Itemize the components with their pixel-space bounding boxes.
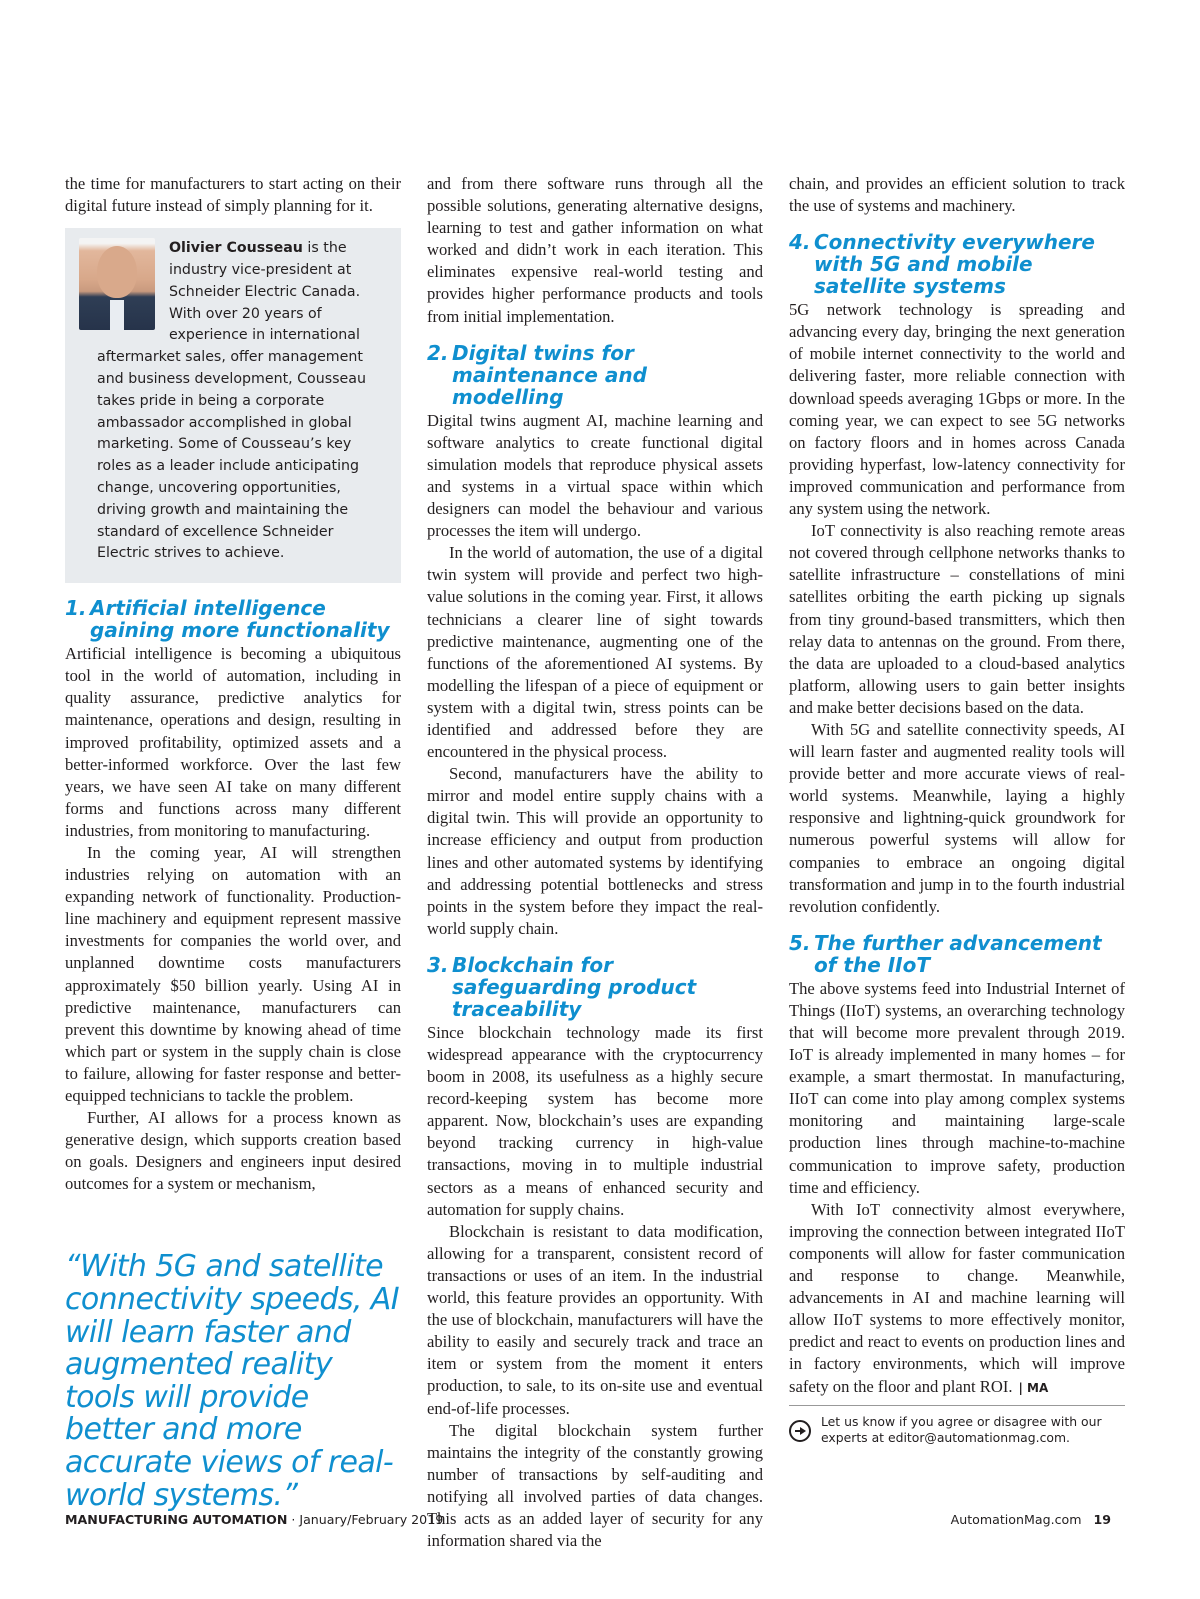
body-paragraph: 5G network technology is spreading and advancing every day, bringing the next generation of mobile internet connectivity to the world and delivering faster, more reliable connection with download speeds averaging 1Gbps or more. In the coming year, we can expect to see 5G networks on factory floors and in homes across Canada providing hyperfast, low-latency connectivity for improved communication and performance from any system using the network. [789,300,1125,519]
section-heading-4 [789,231,1125,297]
pull-quote: “With 5G and satellite connectivity speeds, AI will learn faster and augmented reality tools will provide better and more accurate views of real-world systems.” [65,1249,399,1513]
footer-right [951,1512,1111,1527]
section-heading-3 [427,954,763,1020]
author-bio-box [65,228,401,583]
body-paragraph [789,1199,1125,1399]
body-paragraph: IoT connectivity is also reaching remote areas not covered through cellphone networks thanks to satellite infrastructure – constellations of mini satellites orbiting the earth picking up signals from tiny ground-based transmitters, which then relay data to antennas on the ground. From there, the data are uploaded to a cloud-based analytics platform, allowing users to gain better insights and make better decisions based on the data. [789,521,1125,717]
body-paragraph: chain, and provides an efficient solution to track the use of systems and machinery. [789,174,1125,216]
section-number: 2. [427,340,449,365]
body-paragraph: In the world of automation, the use of a digital twin system will provide and perfect two high-value solutions in the coming year. First, it allows technicians a clearer line of sight towards predictive maintenance, augmenting one of the functions of the aforementioned AI systems. By modelling the lifespan of a piece of equipment or system with a digital twin, stress points can be identified and addressed before they are encountered in the physical process. [427,543,763,762]
bio-author-name: Olivier Cousseau [169,240,303,257]
section-number: 4. [789,230,811,255]
column-1 [65,173,401,1512]
footer-issue: · January/February 2019 [287,1512,444,1527]
section-title: The further advancement of the IIoT [814,930,1102,977]
bio-description: is the industry vice-president at Schneider Electric Canada. With over 20 years of experience in international aftermarket sales, offer management and business development, Cousseau takes pride in being a corporate ambassador accomplished in global marketing. Some of Cousseau’s key roles as a leader include anticipating change, uncovering opportunities, driving growth and maintaining the standard of excellence Schneider Electric strives to achieve. [97,240,366,562]
body-paragraph: The above systems feed into Industrial Internet of Things (IIoT) systems, an overarching technology that will become more prevalent through 2019. IoT is already implemented in many homes – for example, a smart thermostat. In manufacturing, IIoT can come into play among complex systems monitoring and maintaining large-scale production lines through machine-to-machine communication to improve safety, production time and efficiency. [789,978,1125,1197]
body-paragraph: the time for manufacturers to start acting on their digital future instead of simply planning for it. [65,174,401,216]
section-number: 3. [427,952,449,977]
footer-left [65,1512,443,1527]
body-paragraph-text: With IoT connectivity almost everywhere, improving the connection between integrated IIoT components will allow for faster communication and response to change. Meanwhile, advancements in AI and machine learning will allow IIoT systems to more effectively monitor, predict and react to events on production lines and in factory environments, which will improve safety on the floor and plant ROI. [789,1199,1125,1396]
column-3 [789,173,1125,1446]
body-paragraph: Artificial intelligence is becoming a ubiquitous tool in the world of automation, including in quality assurance, predictive analytics for maintenance, operations and design, resulting in improved profitability, optimized assets and a better-informed workforce. Over the last few years, we have seen AI take on many different forms and functions across many different industries, from monitoring to manufacturing. [65,644,401,840]
author-photo [79,238,155,330]
section-heading-2 [427,342,763,408]
section-title: Connectivity everywhere with 5G and mobile satellite systems [814,230,1095,299]
body-paragraph: Second, manufacturers have the ability to mirror and model entire supply chains with a digital twin. This will provide an opportunity to increase efficiency and output from production lines and other automated systems by identifying and addressing potential bottlenecks and stress points in the system before they impact the real-world supply chain. [427,764,763,938]
body-paragraph: Since blockchain technology made its first widespread appearance with the cryptocurrency boom in 2008, its usefulness as a highly secure record-keeping system has become more apparent. Now, blockchain’s uses are expanding beyond tracking currency in high-value transactions, moving in to multiple industrial sectors as a means of enhanced security and automation for supply chains. [427,1022,763,1219]
section-title: Artificial intelligence gaining more functionality [90,596,390,643]
section-title: Digital twins for maintenance and modelling [452,340,647,409]
body-paragraph: and from there software runs through all the possible solutions, generating alternative designs, learning to test and gather information on what worked and didn’t work in each iteration. This eliminates expensive real-world testing and provides higher performance products and tools from initial implementation. [427,174,763,326]
column-2 [427,173,763,1552]
page-number: 19 [1093,1512,1111,1527]
body-paragraph: The digital blockchain system further maintains the integrity of the constantly growing number of transactions by self-auditing and notifying all involved parties of data changes. This acts as an added layer of security for any information shared via the [427,1420,763,1551]
footer-site: AutomationMag.com [950,1512,1082,1527]
arrow-circle-icon [789,1420,811,1442]
body-paragraph: Further, AI allows for a process known as generative design, which supports creation based on goals. Designers and engineers input desired outcomes for a system or mechanism, [65,1108,401,1194]
section-number: 1. [65,596,87,621]
end-mark: | MA [1018,1380,1049,1395]
body-paragraph: Blockchain is resistant to data modification, allowing for a transparent, consistent record of transactions or uses of an item. In the industrial world, this feature provides an opportunity. With the use of blockchain, manufacturers will have the ability to easily and securely track and trace an item or system from the moment it enters production, to sale, to its on-site use and eventual end-of-life processes. [427,1221,763,1418]
body-paragraph: Digital twins augment AI, machine learning and software analytics to create functional digital simulation models that reproduce physical assets and systems in a virtual space within which designers can model the behaviour and various processes the item will undergo. [427,410,763,541]
feedback-callout-text: Let us know if you agree or disagree with our experts at editor@automationmag.com. [821,1413,1102,1445]
section-number: 5. [789,930,811,955]
body-paragraph: With 5G and satellite connectivity speeds, AI will learn faster and augmented reality tools will provide better and more accurate views of real-world systems. Meanwhile, laying a highly responsive and lightning-quick groundwork for numerous powerful systems will allow for companies to embrace an ongoing digital transformation and jump in to the fourth industrial revolution confidently. [789,719,1125,916]
section-title: Blockchain for safeguarding product traceability [452,952,697,1021]
section-heading-5 [789,932,1125,976]
section-heading-1 [65,597,401,641]
footer-publication: MANUFACTURING AUTOMATION [65,1512,288,1527]
feedback-callout [789,1405,1125,1446]
body-paragraph: In the coming year, AI will strengthen industries relying on automation with an expanding network of functionality. Production-line machinery and equipment represent massive investments for companies the world over, and unplanned downtime costs manufacturers approximately $50 billion yearly. Using AI in predictive maintenance, manufacturers can prevent this downtime by knowing ahead of time which part or system in the supply chain is close to failure, allowing for faster response and better-equipped technicians to tackle the problem. [65,842,401,1106]
page-footer [65,1512,1111,1532]
